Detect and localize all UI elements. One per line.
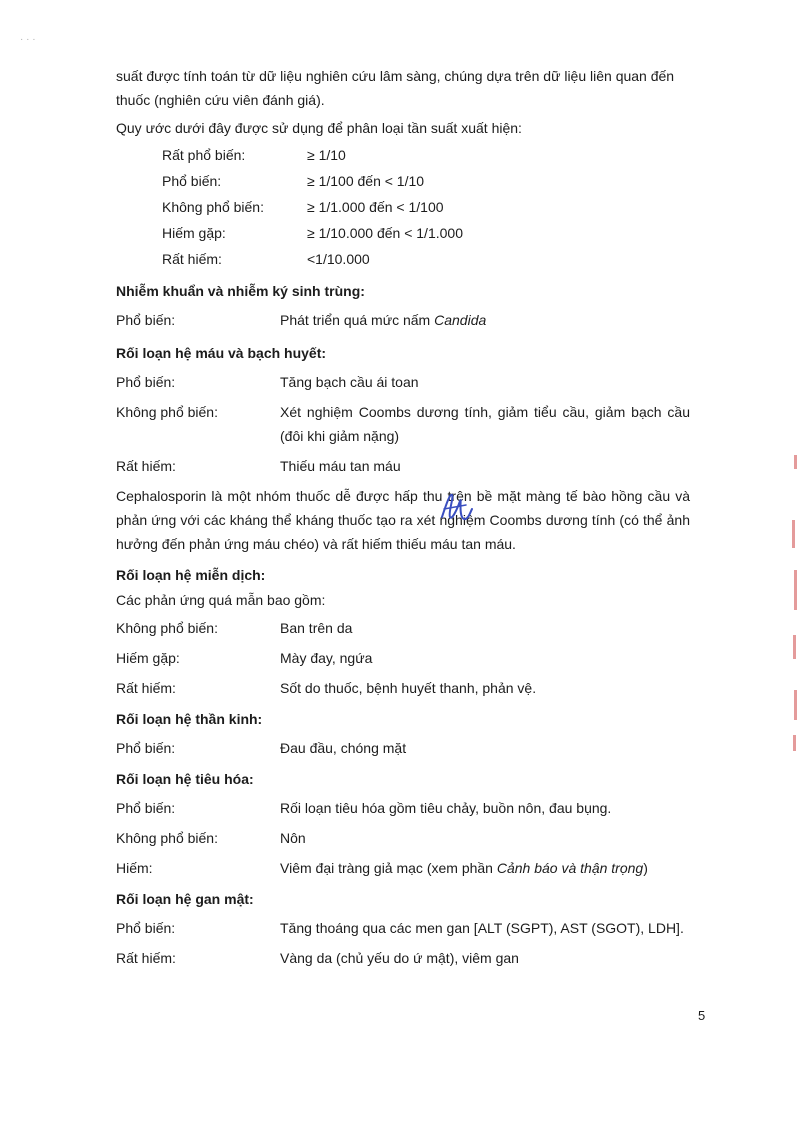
frequency-row bbox=[162, 168, 690, 194]
effect-row bbox=[116, 400, 690, 448]
frequency-value: ≥ 1/100 đến < 1/10 bbox=[307, 173, 425, 189]
effect-row bbox=[116, 616, 690, 640]
effect-row bbox=[116, 826, 690, 850]
frequency-term: Phổ biến: bbox=[116, 312, 176, 328]
frequency-term: Không phổ biến: bbox=[116, 620, 218, 636]
intro-line-2: thuốc (nghiên cứu viên đánh giá). bbox=[116, 92, 325, 108]
frequency-row bbox=[162, 220, 690, 246]
section-heading-liver: Rối loạn hệ gan mật: bbox=[116, 891, 254, 907]
frequency-label: Rất hiếm: bbox=[162, 251, 222, 267]
effect-row bbox=[116, 454, 690, 478]
stamp-edge-mark bbox=[794, 570, 797, 610]
effect-row bbox=[116, 646, 690, 670]
section-heading-nervous: Rối loạn hệ thần kinh: bbox=[116, 711, 263, 727]
frequency-value: ≥ 1/1.000 đến < 1/100 bbox=[307, 199, 444, 215]
effect-description: Tăng bạch cầu ái toan bbox=[280, 374, 419, 390]
effect-text: ) bbox=[643, 860, 648, 876]
document-content bbox=[116, 64, 690, 970]
stamp-edge-mark bbox=[793, 635, 796, 659]
frequency-term: Không phổ biến: bbox=[116, 404, 218, 420]
effect-text: Viêm đại tràng giả mạc (xem phần bbox=[280, 860, 497, 876]
effect-row bbox=[116, 308, 690, 332]
frequency-term: Phổ biến: bbox=[116, 800, 176, 816]
effect-row bbox=[116, 370, 690, 394]
blood-note-paragraph: Cephalosporin là một nhóm thuốc dễ được hấp thu trên bề mặt màng tế bào hồng cầu và phản ứng với các kháng thể kháng thuốc tạo ra xét nghiệm Coombs dương tính (có thể ảnh hưởng đến phản ứng máu chéo) và rất hiếm thiếu máu tan máu. bbox=[116, 488, 690, 552]
effect-text: Phát triển quá mức nấm bbox=[280, 312, 435, 328]
effect-row bbox=[116, 796, 690, 820]
effect-description bbox=[280, 308, 690, 332]
frequency-term: Rất hiếm: bbox=[116, 680, 176, 696]
section-heading-digestive: Rối loạn hệ tiêu hóa: bbox=[116, 771, 254, 787]
frequency-term: Phổ biến: bbox=[116, 920, 176, 936]
effect-description: Ban trên da bbox=[280, 620, 353, 636]
effect-row bbox=[116, 856, 690, 880]
effect-description: Xét nghiệm Coombs dương tính, giảm tiểu cầu, giảm bạch cầu (đôi khi giảm nặng) bbox=[280, 404, 690, 444]
stamp-edge-mark bbox=[794, 690, 797, 720]
intro-line-3: Quy ước dưới đây được sử dụng để phân loại tần suất xuất hiện: bbox=[116, 120, 522, 136]
frequency-row bbox=[162, 142, 690, 168]
frequency-label: Phổ biến: bbox=[162, 173, 222, 189]
section-heading-blood: Rối loạn hệ máu và bạch huyết: bbox=[116, 345, 327, 361]
section-heading-infections: Nhiễm khuẩn và nhiễm ký sinh trùng: bbox=[116, 283, 365, 299]
frequency-term: Phổ biến: bbox=[116, 740, 176, 756]
stamp-edge-mark bbox=[793, 735, 796, 751]
frequency-term: Hiếm gặp: bbox=[116, 650, 180, 666]
effect-description: Thiếu máu tan máu bbox=[280, 458, 401, 474]
immune-intro: Các phản ứng quá mẫn bao gồm: bbox=[116, 592, 326, 608]
stamp-edge-mark bbox=[794, 455, 797, 469]
section-heading-immune: Rối loạn hệ miễn dịch: bbox=[116, 567, 266, 583]
frequency-term: Phổ biến: bbox=[116, 374, 176, 390]
effect-row bbox=[116, 916, 690, 940]
scan-artifact: · · · bbox=[20, 34, 36, 45]
frequency-label: Rất phổ biến: bbox=[162, 147, 246, 163]
effect-description: Vàng da (chủ yếu do ứ mật), viêm gan bbox=[280, 950, 519, 966]
effect-row bbox=[116, 946, 690, 970]
frequency-value: <1/10.000 bbox=[307, 251, 370, 267]
frequency-label: Không phổ biến: bbox=[162, 199, 264, 215]
stamp-edge-mark bbox=[792, 520, 795, 548]
effect-description: Tăng thoáng qua các men gan [ALT (SGPT), AST (SGOT), LDH]. bbox=[280, 920, 684, 936]
effect-description: Rối loạn tiêu hóa gồm tiêu chảy, buồn nôn, đau bụng. bbox=[280, 800, 612, 816]
effect-description: Sốt do thuốc, bệnh huyết thanh, phản vệ. bbox=[280, 680, 537, 696]
frequency-table bbox=[162, 142, 690, 272]
frequency-row bbox=[162, 246, 690, 272]
frequency-term: Rất hiếm: bbox=[116, 950, 176, 966]
frequency-term: Rất hiếm: bbox=[116, 458, 176, 474]
frequency-row bbox=[162, 194, 690, 220]
frequency-value: ≥ 1/10.000 đến < 1/1.000 bbox=[307, 225, 463, 241]
effect-description bbox=[280, 856, 690, 880]
effect-row bbox=[116, 676, 690, 700]
effect-text-italic: Cảnh báo và thận trọng bbox=[496, 860, 644, 876]
frequency-term: Không phổ biến: bbox=[116, 830, 218, 846]
page-number: 5 bbox=[698, 1008, 706, 1023]
frequency-term: Hiếm: bbox=[116, 860, 153, 876]
intro-line-1: suất được tính toán từ dữ liệu nghiên cứu lâm sàng, chúng dựa trên dữ liệu liên quan đến bbox=[116, 68, 675, 84]
frequency-value: ≥ 1/10 bbox=[307, 147, 346, 163]
effect-text-italic: Candida bbox=[434, 312, 487, 328]
frequency-label: Hiếm gặp: bbox=[162, 225, 226, 241]
effect-description: Nôn bbox=[280, 830, 306, 846]
effect-description: Mày đay, ngứa bbox=[280, 650, 373, 666]
effect-description: Đau đầu, chóng mặt bbox=[280, 740, 407, 756]
effect-row bbox=[116, 736, 690, 760]
